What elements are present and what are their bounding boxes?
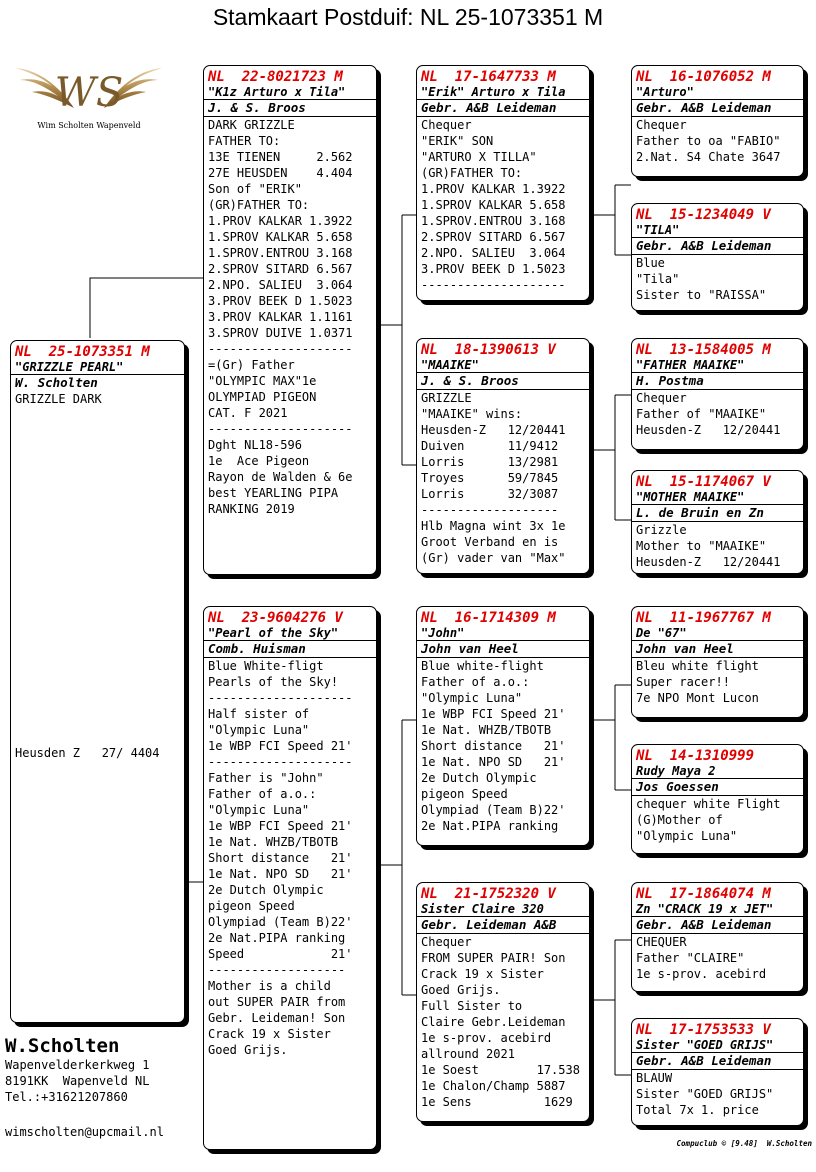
- page-title: Stamkaart Postduif: NL 25-1073351 M: [212, 4, 604, 30]
- pigeon-name: "TILA": [632, 223, 803, 238]
- info-line: 1e Soest 17.538: [421, 1063, 580, 1077]
- info-line: (Gr) vader van "Max": [421, 551, 566, 565]
- info-line: Gebr. Leideman! Son: [208, 1011, 346, 1025]
- info-line: -------------------: [208, 963, 346, 977]
- info-line: --------------------: [208, 422, 353, 436]
- pigeon-card-mother-father: [416, 606, 590, 846]
- info-line: 1e Chalon/Champ 5887: [421, 1079, 566, 1093]
- race-result: [15, 745, 160, 761]
- info-line: best YEARLING PIPA: [208, 486, 339, 500]
- info-line: Olympiad (Team B)22': [421, 803, 566, 817]
- ring-number: NL 17-1647733 M: [421, 69, 556, 85]
- breeder-name: John van Heel: [632, 641, 803, 658]
- info-line: "MAAIKE" wins:: [421, 407, 523, 421]
- pigeon-card-father-mother: [416, 338, 590, 574]
- info-lines: [421, 117, 585, 293]
- info-line: "Olympic Luna": [208, 723, 310, 737]
- info-line: 1.SPROV.ENTROU 3.168: [421, 214, 566, 228]
- info-line: allround 2021: [421, 1047, 515, 1061]
- info-lines: [636, 390, 799, 438]
- info-lines: [636, 522, 799, 570]
- breeder-name: Jos Goessen: [632, 779, 803, 796]
- ring-number: NL 23-9604276 V: [208, 610, 343, 626]
- footer-credit: Compuclub © [9.48] W.Scholten: [676, 1139, 812, 1148]
- info-lines: [636, 255, 799, 303]
- info-line: Total 7x 1. price: [636, 1103, 759, 1117]
- info-line: Crack 19 x Sister: [421, 967, 544, 981]
- info-lines: [421, 934, 585, 1110]
- info-line: GRIZZLE: [421, 391, 472, 405]
- info-line: out SUPER PAIR from: [208, 995, 346, 1009]
- pigeon-card-fmf: [631, 338, 804, 450]
- info-line: 1.PROV KALKAR 1.3922: [421, 182, 566, 196]
- breeder-name: Gebr. A&B Leideman: [632, 917, 803, 934]
- pigeon-name: Zn "CRACK 19 x JET": [632, 902, 803, 917]
- ring-number: NL 15-1234049 V: [636, 207, 771, 223]
- info-line: Heusden Z 27/ 4404: [15, 746, 160, 760]
- pigeon-name: De "67": [632, 626, 803, 641]
- pigeon-name: "FATHER MAAIKE": [632, 358, 803, 373]
- info-line: BLAUW: [636, 1071, 673, 1085]
- info-line: 2e Dutch Olympic: [421, 771, 537, 785]
- info-line: Chequer: [636, 391, 687, 405]
- info-line: Speed 21': [208, 947, 353, 961]
- ring-number: NL 17-1753533 V: [636, 1022, 771, 1038]
- logo-caption: Wim Scholten Wapenveld: [37, 121, 141, 130]
- breeder-name: Gebr. A&B Leideman: [632, 1053, 803, 1070]
- ring-number: NL 22-8021723 M: [208, 69, 343, 85]
- info-line: --------------------: [208, 691, 353, 705]
- breeder-name: Gebr. A&B Leideman: [632, 100, 803, 117]
- info-lines: [636, 658, 799, 706]
- info-line: Super racer!!: [636, 675, 730, 689]
- info-line: 2.NPO. SALIEU 3.064: [208, 278, 353, 292]
- breeder-name: Gebr. Leideman A&B: [417, 917, 589, 934]
- breeder-name: Gebr. A&B Leideman: [417, 100, 589, 117]
- info-line: pigeon Speed: [421, 787, 508, 801]
- info-line: "Tila": [636, 272, 680, 286]
- info-line: (GR)FATHER TO:: [208, 198, 310, 212]
- breeder-name: Comb. Huisman: [204, 641, 376, 658]
- logo-initials: WS: [54, 70, 124, 116]
- breeder-name: W. Scholten: [15, 375, 98, 390]
- info-line: Grizzle: [636, 523, 687, 537]
- info-line: Mother to "MAAIKE": [636, 539, 767, 553]
- pigeon-name: Sister Claire 320: [417, 902, 589, 917]
- info-line: 1.SPROV KALKAR 5.658: [421, 198, 566, 212]
- info-line: Troyes 59/7845: [421, 471, 559, 485]
- info-line: 3.SPROV DUIVE 1.0371: [208, 326, 353, 340]
- pigeon-card-mother: [203, 606, 377, 1150]
- info-line: FATHER TO:: [208, 134, 281, 148]
- info-line: Half sister of: [208, 707, 310, 721]
- info-line: Son of "ERIK": [208, 182, 302, 196]
- info-line: FROM SUPER PAIR! Son: [421, 951, 566, 965]
- info-line: "ARTURO X TILLA": [421, 150, 537, 164]
- info-line: 3.PROV BEEK D 1.5023: [208, 294, 353, 308]
- info-line: chequer white Flight: [636, 797, 781, 811]
- pigeon-card-mff: [631, 606, 804, 718]
- ring-number: NL 16-1076052 M: [636, 69, 771, 85]
- owner-address-line: Wapenvelderkerkweg 1: [5, 1058, 150, 1072]
- info-lines: [421, 658, 585, 834]
- info-line: (GR)FATHER TO:: [421, 166, 523, 180]
- pigeon-card-main: [10, 340, 185, 1023]
- ring-number: NL 21-1752320 V: [421, 886, 556, 902]
- info-line: =(Gr) Father: [208, 358, 295, 372]
- info-line: Father of a.o.:: [208, 787, 317, 801]
- info-line: Short distance 21': [208, 851, 353, 865]
- info-line: Lorris 13/2981: [421, 455, 559, 469]
- info-line: Blue: [636, 256, 665, 270]
- info-lines: [15, 391, 180, 407]
- info-line: Goed Grijs.: [421, 983, 501, 997]
- info-line: Rayon de Walden & 6e: [208, 470, 353, 484]
- info-lines: [208, 658, 372, 1058]
- info-line: 1e s-prov. acebird: [636, 967, 767, 981]
- pigeon-card-mmf: [631, 882, 804, 992]
- info-line: 1e s-prov. acebird: [421, 1031, 552, 1045]
- info-line: GRIZZLE DARK: [15, 392, 102, 406]
- info-lines: [208, 117, 372, 517]
- info-line: Olympiad (Team B)22': [208, 915, 353, 929]
- owner-block: [5, 1035, 150, 1105]
- info-line: 2e Nat.PIPA ranking: [421, 819, 559, 833]
- info-line: Father is "John": [208, 771, 324, 785]
- info-line: --------------------: [208, 342, 353, 356]
- info-line: "Olympic Luna": [421, 691, 523, 705]
- info-line: Sister "GOED GRIJS": [636, 1087, 774, 1101]
- info-line: 1e WBP FCI Speed 21': [421, 707, 566, 721]
- info-line: --------------------: [421, 278, 566, 292]
- info-line: Chequer: [636, 118, 687, 132]
- pigeon-name: "Arturo": [632, 85, 803, 100]
- info-line: DARK GRIZZLE: [208, 118, 295, 132]
- info-line: 1e WBP FCI Speed 21': [208, 819, 353, 833]
- info-line: 1e WBP FCI Speed 21': [208, 739, 353, 753]
- info-line: Sister to "RAISSA": [636, 288, 767, 302]
- pigeon-name: "MAAIKE": [417, 358, 589, 373]
- info-line: Groot Verband en is: [421, 535, 559, 549]
- info-line: (G)Mother of: [636, 813, 723, 827]
- pigeon-name: Rudy Maya 2: [632, 764, 803, 779]
- breeder-name: John van Heel: [417, 641, 589, 658]
- pigeon-card-father-father: [416, 65, 590, 301]
- info-line: Mother is a child: [208, 979, 331, 993]
- pigeon-card-mfm: [631, 744, 804, 854]
- info-line: 1e Nat. NPO SD 21': [421, 755, 566, 769]
- info-lines: [421, 390, 585, 566]
- pigeon-card-ffm: [631, 203, 804, 311]
- pigeon-name: Sister "GOED GRIJS": [632, 1038, 803, 1053]
- pigeon-card-fff: [631, 65, 804, 177]
- pigeon-name: "Erik" Arturo x Tila: [417, 85, 589, 100]
- info-line: Chequer: [421, 118, 472, 132]
- info-line: Heusden-Z 12/20441: [636, 423, 781, 437]
- info-line: 2.NPO. SALIEU 3.064: [421, 246, 566, 260]
- info-line: 2.SPROV SITARD 6.567: [421, 230, 566, 244]
- info-line: -------------------: [421, 503, 559, 517]
- breeder-name: Gebr. A&B Leideman: [632, 238, 803, 255]
- pigeon-card-father: [203, 65, 377, 575]
- info-line: Claire Gebr.Leideman: [421, 1015, 566, 1029]
- ring-number: NL 25-1073351 M: [15, 344, 150, 360]
- info-line: 1e Sens 1629: [421, 1095, 573, 1109]
- breeder-name: J. & S. Broos: [204, 100, 376, 117]
- info-line: 2.Nat. S4 Chate 3647: [636, 150, 781, 164]
- info-line: 1e Ace Pigeon: [208, 454, 310, 468]
- ring-number: NL 11-1967767 M: [636, 610, 771, 626]
- info-line: 27E HEUSDEN 4.404: [208, 166, 353, 180]
- info-lines: [636, 117, 799, 165]
- info-line: "Olympic Luna": [636, 829, 738, 843]
- info-line: Chequer: [421, 935, 472, 949]
- ring-number: NL 15-1174067 V: [636, 474, 771, 490]
- info-line: CAT. F 2021: [208, 406, 288, 420]
- breeder-name: L. de Bruin en Zn: [632, 505, 803, 522]
- ring-number: NL 17-1864074 M: [636, 886, 771, 902]
- info-line: Blue white-flight: [421, 659, 544, 673]
- info-line: Crack 19 x Sister: [208, 1027, 331, 1041]
- pigeon-card-mother-mother: [416, 882, 590, 1122]
- pigeon-name: "GRIZZLE PEARL": [11, 360, 184, 375]
- ring-number: NL 14-1310999: [636, 748, 755, 764]
- info-line: Lorris 32/3087: [421, 487, 559, 501]
- info-line: 1.PROV KALKAR 1.3922: [208, 214, 353, 228]
- info-line: Father of "MAAIKE": [636, 407, 767, 421]
- info-line: Pearls of the Sky!: [208, 675, 339, 689]
- info-lines: [636, 1070, 799, 1118]
- info-line: Father of a.o.:: [421, 675, 530, 689]
- info-line: Heusden-Z 12/20441: [636, 555, 781, 569]
- ring-number: NL 18-1390613 V: [421, 342, 556, 358]
- info-line: Dght NL18-596: [208, 438, 302, 452]
- info-line: "Olympic Luna": [208, 803, 310, 817]
- owner-address-line: 8191KK Wapenveld NL: [5, 1074, 150, 1088]
- info-line: Bleu white flight: [636, 659, 759, 673]
- info-lines: [636, 796, 799, 844]
- info-line: 2e Nat.PIPA ranking: [208, 931, 346, 945]
- info-line: 3.PROV KALKAR 1.1161: [208, 310, 353, 324]
- info-line: pigeon Speed: [208, 899, 295, 913]
- info-line: Father to oa "FABIO": [636, 134, 781, 148]
- info-line: 3.PROV BEEK D 1.5023: [421, 262, 566, 276]
- info-lines: [636, 934, 799, 982]
- info-line: 13E TIENEN 2.562: [208, 150, 353, 164]
- owner-phone: Tel.:+31621207860: [5, 1090, 128, 1104]
- owner-email: wimscholten@upcmail.nl: [5, 1125, 164, 1139]
- info-line: 1.SPROV.ENTROU 3.168: [208, 246, 353, 260]
- pigeon-name: "Pearl of the Sky": [204, 626, 376, 641]
- info-line: Heusden-Z 12/20441: [421, 423, 566, 437]
- info-line: 2e Dutch Olympic: [208, 883, 324, 897]
- owner-name: W.Scholten: [5, 1035, 120, 1057]
- info-line: Father "CLAIRE": [636, 951, 745, 965]
- info-line: Short distance 21': [421, 739, 566, 753]
- info-line: OLYMPIAD PIGEON: [208, 390, 317, 404]
- info-line: --------------------: [208, 755, 353, 769]
- info-line: "OLYMPIC MAX"1e: [208, 374, 317, 388]
- info-line: 1.SPROV KALKAR 5.658: [208, 230, 353, 244]
- info-line: Full Sister to: [421, 999, 523, 1013]
- pigeon-card-fmm: [631, 470, 804, 574]
- info-line: Goed Grijs.: [208, 1043, 288, 1057]
- info-line: CHEQUER: [636, 935, 687, 949]
- info-line: Hlb Magna wint 3x 1e: [421, 519, 566, 533]
- pigeon-name: "MOTHER MAAIKE": [632, 490, 803, 505]
- info-line: RANKING 2019: [208, 502, 295, 516]
- info-line: 1e Nat. NPO SD 21': [208, 867, 353, 881]
- ring-number: NL 13-1584005 M: [636, 342, 771, 358]
- info-line: Blue White-fligt: [208, 659, 324, 673]
- info-line: 1e Nat. WHZB/TBOTB: [421, 723, 552, 737]
- info-line: Duiven 11/9412: [421, 439, 559, 453]
- breeder-name: J. & S. Broos: [417, 373, 589, 390]
- info-line: "ERIK" SON: [421, 134, 494, 148]
- info-line: 2.SPROV SITARD 6.567: [208, 262, 353, 276]
- pigeon-name: "John": [417, 626, 589, 641]
- info-line: 1e Nat. WHZB/TBOTB: [208, 835, 339, 849]
- ring-number: NL 16-1714309 M: [421, 610, 556, 626]
- info-line: 7e NPO Mont Lucon: [636, 691, 759, 705]
- breeder-name: H. Postma: [632, 373, 803, 390]
- pigeon-card-mmm: [631, 1018, 804, 1126]
- pigeon-name: "K1z Arturo x Tila": [204, 85, 376, 100]
